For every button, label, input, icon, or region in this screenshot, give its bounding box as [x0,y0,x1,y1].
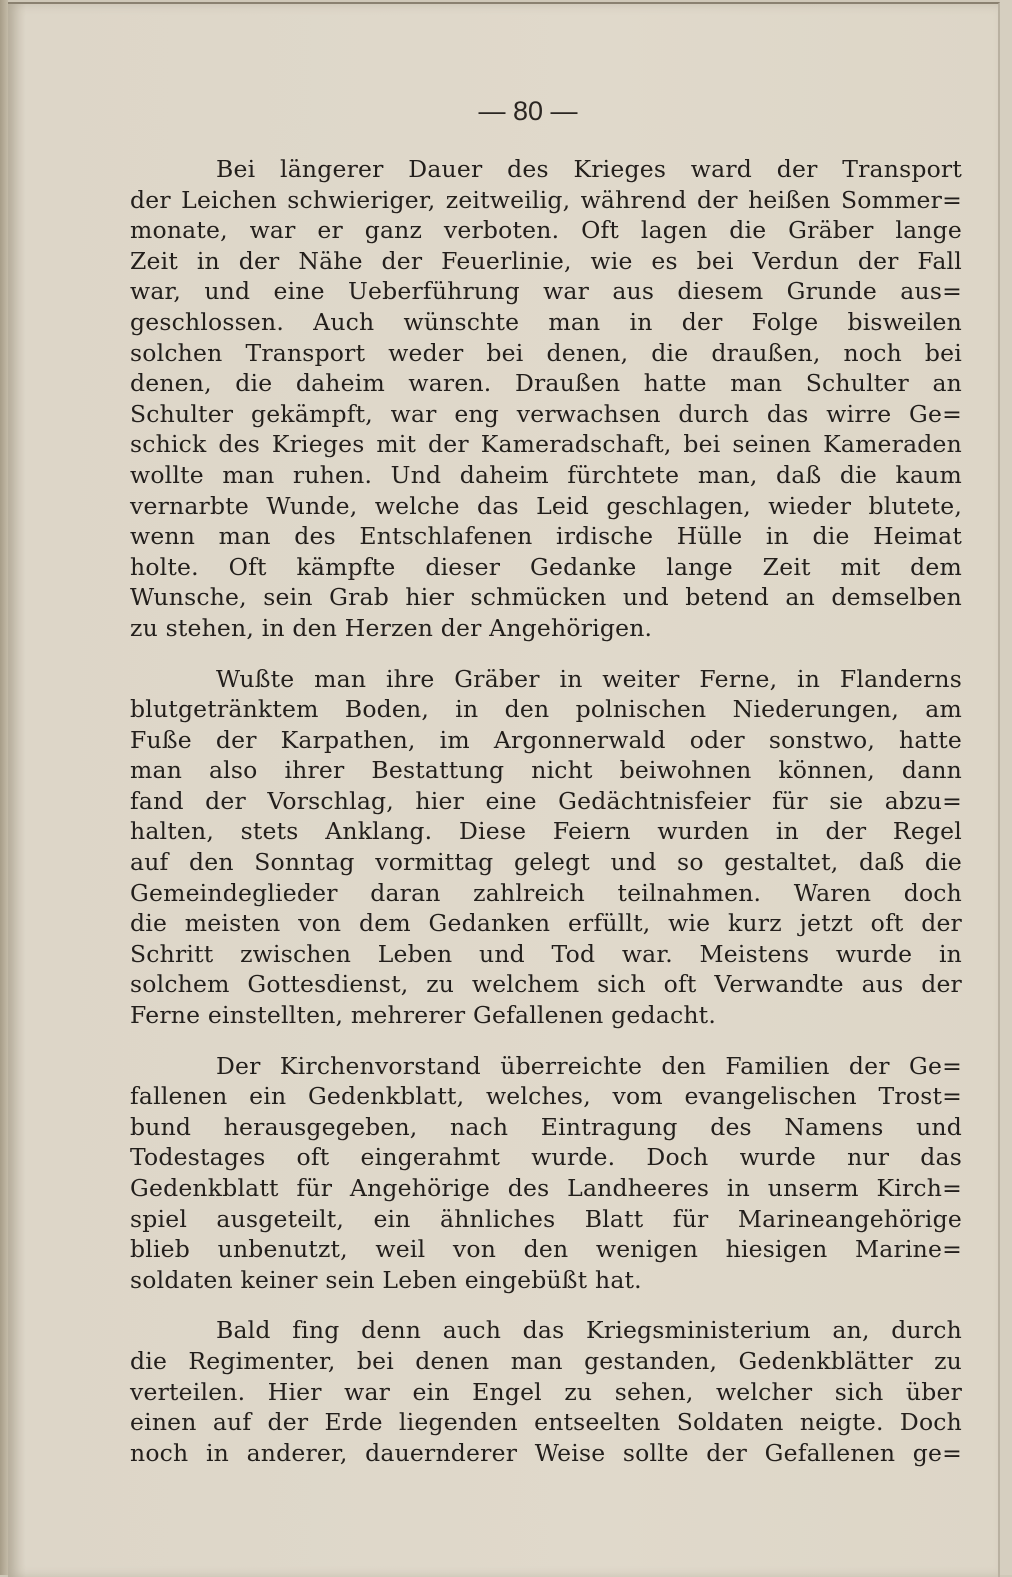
paragraph-gap [130,644,962,664]
text-line: schick des Krieges mit der Kameradschaft, bei seinen Kameraden [130,430,962,459]
text-line: solchen Transport weder bei denen, die draußen, noch bei [130,338,962,367]
text-line: Wunsche, sein Grab hier schmücken und betend an demselben [130,583,962,612]
paragraph-gap [130,1031,962,1051]
text-line: einen auf der Erde liegenden entseelten Soldaten neigte. Doch [130,1408,962,1437]
text-line: Wußte man ihre Gräber in weiter Ferne, in Flanderns [216,664,962,693]
book-page [8,2,1000,1577]
page-left-edge [0,0,8,1575]
text-line: holte. Oft kämpfte dieser Gedanke lange Zeit mit dem [130,552,962,581]
text-line: denen, die daheim waren. Draußen hatte man Schulter an [130,369,962,398]
text-line: fand der Vorschlag, hier eine Gedächtnisfeier für sie abzu= [130,786,962,815]
paragraph-1 [130,154,962,644]
paragraph-gap [130,1295,962,1315]
paragraph-4 [130,1315,962,1468]
text-line: bund herausgegeben, nach Eintragung des Namens und [130,1112,962,1141]
text-line: Gedenkblatt für Angehörige des Landheeres in unserm Kirch= [130,1174,962,1202]
text-line: fallenen ein Gedenkblatt, welches, vom evangelischen Trost= [130,1082,962,1111]
text-line: Ferne einstellten, mehrerer Gefallenen gedacht. [130,1001,716,1030]
text-line: spiel ausgeteilt, ein ähnliches Blatt für Marineangehörige [130,1204,962,1233]
text-line: wollte man ruhen. Und daheim fürchtete man, daß die kaum [130,460,962,489]
text-line: Todestages oft eingerahmt wurde. Doch wurde nur das [130,1143,962,1172]
text-line: soldaten keiner sein Leben eingebüßt hat. [130,1265,642,1294]
body-text [130,154,962,1468]
text-line: der Leichen schwieriger, zeitweilig, während der heißen Sommer= [130,185,962,214]
text-line: Bald fing denn auch das Kriegsministerium an, durch [216,1316,962,1345]
text-line: Schulter gekämpft, war eng verwachsen durch das wirre Ge= [130,399,962,428]
text-line: man also ihrer Bestattung nicht beiwohnen können, dann [130,756,962,785]
text-line: solchem Gottesdienst, zu welchem sich oft Verwandte aus der [130,970,962,999]
text-line: verteilen. Hier war ein Engel zu sehen, welcher sich über [130,1377,962,1406]
text-line: Zeit in der Nähe der Feuerlinie, wie es bei Verdun der Fall [130,246,962,275]
text-line: Schritt zwischen Leben und Tod war. Meistens wurde in [130,939,962,968]
text-line: die meisten von dem Gedanken erfüllt, wie kurz jetzt oft der [130,909,962,938]
text-line: war, und eine Ueberführung war aus diesem Grunde aus= [130,277,962,306]
paragraph-2 [130,664,962,1031]
text-line: Gemeindeglieder daran zahlreich teilnahmen. Waren doch [130,878,962,907]
page-right-edge [1000,0,1012,1575]
text-line: blieb unbenutzt, weil von den wenigen hiesigen Marine= [130,1235,962,1264]
text-line: die Regimenter, bei denen man gestanden, Gedenkblätter zu [130,1346,962,1375]
page-number: — 80 — [478,96,578,126]
text-line: blutgetränktem Boden, in den polnischen Niederungen, am [130,695,962,724]
text-line: monate, war er ganz verboten. Oft lagen die Gräber lange [130,216,962,245]
text-line: geschlossen. Auch wünschte man in der Folge bisweilen [130,307,962,336]
text-line: Bei längerer Dauer des Krieges ward der Transport [216,155,962,183]
text-line: vernarbte Wunde, welche das Leid geschlagen, wieder blutete, [130,491,962,520]
text-line: noch in anderer, dauernderer Weise sollte der Gefallenen ge= [130,1438,962,1467]
text-line: Der Kirchenvorstand überreichte den Familien der Ge= [216,1051,962,1080]
text-line: wenn man des Entschlafenen irdische Hülle in die Heimat [130,522,962,551]
text-line: halten, stets Anklang. Diese Feiern wurden in der Regel [130,817,962,846]
text-line: auf den Sonntag vormittag gelegt und so gestaltet, daß die [130,848,962,877]
text-line: zu stehen, in den Herzen der Angehörigen. [130,613,653,642]
text-line: Fuße der Karpathen, im Argonnerwald oder sonstwo, hatte [130,725,962,754]
paragraph-3 [130,1051,962,1296]
